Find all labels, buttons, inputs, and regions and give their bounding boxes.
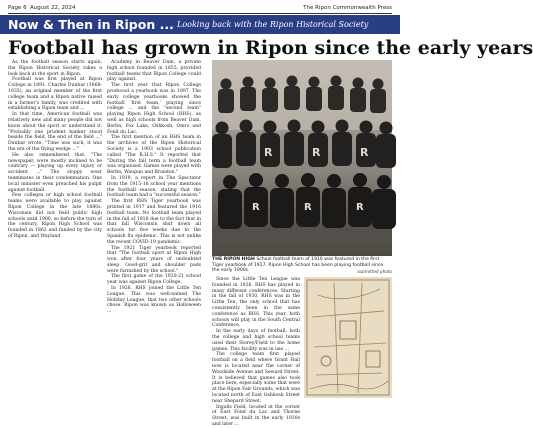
paragraph: The first mention of an RHS team in the archives of the Ripon Historical Society is a 1903 school publication called "The R.H.S." It reported that "During the fall term a football team was organized. Games were played with Berlin, Waupun and Brandon."	[107, 135, 201, 176]
banner-subtitle: Looking back with the Ripon Historical Society	[177, 20, 369, 29]
article-column-2	[107, 60, 201, 398]
svg-text:R: R	[304, 202, 312, 213]
svg-text:R: R	[264, 146, 273, 159]
paragraph: In 1919, a report in The Spectator from the 1915-16 school year mentions the football season, stating that the football team had a "successful season."	[107, 175, 201, 199]
page-number: Page 6	[8, 5, 27, 11]
paragraph: He also remembered that, "The newspaper, were mostly inclined to be contrary — playing up every injury or accident ..." The sloppy wear teammates in their condemnation. One local minister even preached his pulpit against football.	[8, 152, 102, 193]
paragraph: The college team first played football on a field where Grant Hall now is located near the corner of Woodside Avenue and Seward Street. It is believed that games also took place here, especially some that were at the Ripon Fair Grounds, which was located north of East Oshkosh Street near Shepard Street.	[212, 352, 300, 404]
paragraph: As the football season starts again, the Ripon Historical Society takes a look back at the sport in Ripon.	[8, 60, 102, 77]
paragraph: Ingalls Field, located at the corner of East Fond du Lac and Thorne Street, was built in the early 1930s and later ...	[212, 404, 300, 427]
header-rule	[8, 13, 392, 14]
paragraph: In 1926, RHS joined the Little Ten League. This was well-named The Holiday League, that two other schools chose. Ripon was known as Halloween ...	[107, 286, 201, 315]
paragraph: Academy in Beaver Dam, a private high school founded in 1855, provided football teams that Ripon College could play against.	[107, 60, 201, 83]
banner-title: Now & Then in Ripon ...	[8, 17, 174, 32]
svg-text:R: R	[360, 146, 369, 159]
caption-text: School football team of 1916 was featured in the first Tiger yearbook of 1917. Ripon High School has been playing football since the early 1900s.	[212, 257, 384, 274]
paragraph: Few colleges or high school football teams were available to play against Ripon College in the late 1880s. Wisconsin did not field public high schools until 1900, so before the turn of the century, Ripon High School was founded in 1862 and funded by the city of Ripon, and Wayland	[8, 193, 102, 239]
paragraph: Football was first played at Ripon College in 1891. Charles Dunbar (1868-1935), an original member of the first college team and a Ripon native raised in a farmer's family, was credited with establishing a Ripon team and ...	[8, 77, 102, 112]
paragraph: In that time, American football was relatively new and many people did not know about the sport or understand it. "Probably one prudent banker stood beside the field, the end of the field ..." Dunbar wrote. "Time was such, it was the era of the flying wedge ..."	[8, 112, 102, 152]
svg-text:R: R	[252, 202, 260, 213]
article-headline: Football has grown in Ripon since the early years	[8, 37, 533, 59]
team-photo-image	[212, 60, 392, 256]
caption-lead: THE RIPON HIGH	[212, 257, 255, 262]
paragraph: The first year that Ripon College produced a yearbook was in 1897. The early college yearbooks showed the football 'first team,' playing since college ... and the "second team" playing Ripon High School (RHS), as well as high schools from Beaver Dam, Berlin, Fox Lake, Oshkosh, Omro and Fond du Lac.	[107, 83, 201, 135]
historic-map-image	[304, 277, 392, 398]
paragraph: The first game of the 1920-21 school year was against Ripon College.	[107, 274, 201, 286]
paragraph: In the early days of football, both the college and high school teams used their Storey/Field to the home games. This facility was in use ...	[212, 329, 300, 352]
paragraph: The 1921 Tiger yearbook reported that "The football sport at Ripon High won after four years of undoubted sleep. Good-grit and shoulder pads were furnished by the school."	[107, 245, 201, 274]
article-column-3	[212, 277, 300, 427]
team-photo	[212, 60, 392, 256]
svg-text:R: R	[312, 146, 321, 159]
photo-credit: submitted photo	[357, 269, 392, 274]
historic-map	[304, 277, 392, 398]
paragraph: Since the Little Ten League was founded in 1926, RHS has played in many different conferences. Starting in the fall of 1930, RHS was in the Little Ten, the only school that has consistently been in the same conference as RHS. This year, both schools will play in the South Central Conference.	[212, 277, 300, 329]
article-column-1	[8, 60, 102, 398]
paragraph: The first RHS Tiger yearbook was printed in 1917 and featured the 1916 football team. No football team played in the fall of 1918 due to the fact that in that fall Wisconsin shut down all schools for five weeks due to the Spanish flu epidemic. This is not unlike the recent COVID-19 pandemic.	[107, 199, 201, 245]
issue-date: August 22, 2024	[30, 5, 76, 11]
svg-text:R: R	[356, 202, 364, 213]
paper-name: The Ripon Commonwealth Press	[303, 5, 392, 11]
